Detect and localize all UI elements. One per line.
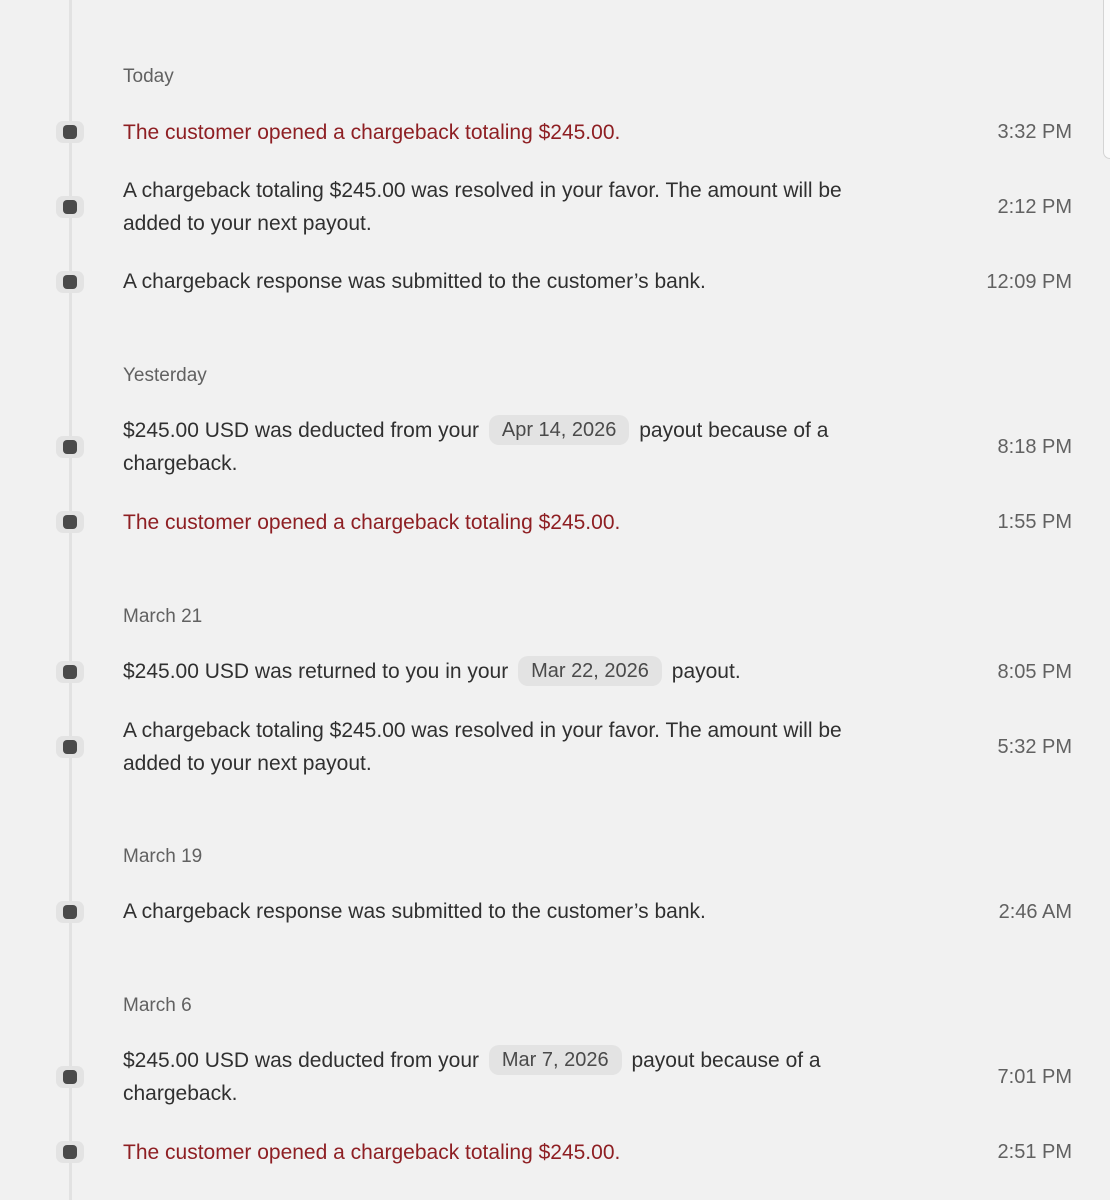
date-heading: March 6 — [123, 995, 192, 1016]
event-time: 2:51 PM — [997, 1141, 1072, 1163]
event-time: 7:01 PM — [997, 1066, 1072, 1088]
event-time: 2:12 PM — [997, 196, 1072, 218]
event-time: 3:32 PM — [997, 121, 1072, 143]
timeline-dot-icon — [56, 436, 84, 458]
event-message-line: chargeback. — [123, 452, 238, 475]
event-message — [123, 1044, 923, 1110]
payout-date-pill[interactable]: Mar 22, 2026 — [518, 656, 662, 686]
timeline-dot-icon — [56, 661, 84, 683]
event-message: The customer opened a chargeback totaling $245.00. — [123, 511, 621, 534]
timeline-dot-icon — [56, 736, 84, 758]
scrollbar[interactable] — [1103, 0, 1110, 159]
payout-date-pill[interactable]: Mar 7, 2026 — [489, 1045, 622, 1075]
timeline-dot-icon — [56, 121, 84, 143]
event-time: 2:46 AM — [998, 901, 1072, 923]
event-message-line: added to your next payout. — [123, 212, 372, 235]
event-message: A chargeback response was submitted to the customer’s bank. — [123, 900, 706, 923]
event-time: 5:32 PM — [997, 736, 1072, 758]
event-message-text: $245.00 USD was returned to you in your — [123, 660, 509, 683]
timeline-dot-icon — [56, 511, 84, 533]
date-heading: March 21 — [123, 606, 203, 627]
date-heading: Yesterday — [123, 365, 207, 386]
timeline-dot-icon — [56, 1066, 84, 1088]
event-message-text: payout because of a — [639, 419, 829, 442]
event-message: The customer opened a chargeback totaling $245.00. — [123, 121, 621, 144]
date-heading: March 19 — [123, 846, 203, 867]
event-time: 1:55 PM — [997, 511, 1072, 533]
event-message-text: $245.00 USD was deducted from your — [123, 1049, 480, 1072]
event-message — [123, 714, 923, 780]
event-message-text: $245.00 USD was deducted from your — [123, 419, 480, 442]
event-time: 8:05 PM — [997, 661, 1072, 683]
event-message-text: payout. — [671, 660, 741, 683]
event-message-line: A chargeback totaling $245.00 was resolved in your favor. The amount will be — [123, 179, 842, 202]
timeline-dot-icon — [56, 901, 84, 923]
event-time: 8:18 PM — [997, 436, 1072, 458]
payout-date-pill[interactable]: Apr 14, 2026 — [489, 415, 630, 445]
event-message-text: payout because of a — [631, 1049, 821, 1072]
event-message-line: added to your next payout. — [123, 752, 372, 775]
timeline-dot-icon — [56, 196, 84, 218]
timeline-line — [69, 0, 72, 1200]
timeline-dot-icon — [56, 271, 84, 293]
event-message-line: chargeback. — [123, 1082, 238, 1105]
date-heading: Today — [123, 66, 174, 87]
timeline-dot-icon — [56, 1141, 84, 1163]
event-time: 12:09 PM — [986, 271, 1072, 293]
event-message — [123, 174, 923, 240]
event-message — [123, 414, 923, 480]
event-message: A chargeback response was submitted to the customer’s bank. — [123, 270, 706, 293]
event-message-line: A chargeback totaling $245.00 was resolved in your favor. The amount will be — [123, 719, 842, 742]
event-message — [123, 655, 923, 688]
event-message: The customer opened a chargeback totaling $245.00. — [123, 1141, 621, 1164]
